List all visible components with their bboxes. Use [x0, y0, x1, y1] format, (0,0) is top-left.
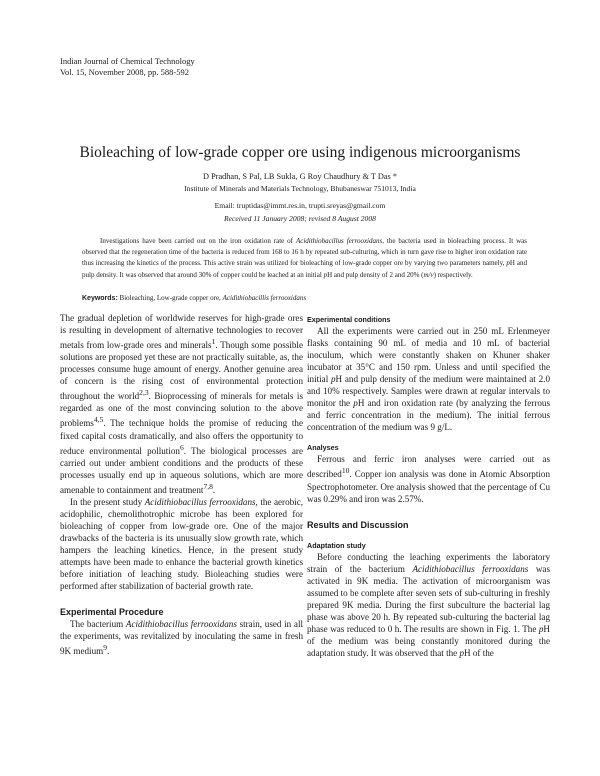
abstract-text: ) respectively.: [433, 270, 473, 279]
species-name: Acidithiobacillus ferrooxidans: [144, 496, 256, 507]
citation: 1: [211, 337, 216, 347]
body-text: Before conducting the leaching experiments the laboratory strain of the bacterium: [307, 551, 550, 574]
abstract-italic-p: p: [323, 270, 328, 279]
italic-p: p: [538, 623, 544, 634]
abstract-text: , the bacteria used in bioleaching process. It was observed that the regeneration time of the bacteria is reduced from 168 to 16 h by repeated sub-culturing, which in turn gave rise to higher iron oxidation rate thus increasing the kinetics of the process. This active strain was utilized for bioleaching of low-grade copper ore by varying two parameters namely,: [82, 237, 527, 268]
body-text: . The technique holds the promise of reducing the fixed capital costs dramatically, and also offers the opportunity to reduce environmental pollution: [60, 418, 303, 456]
citation: 2,3: [139, 388, 149, 398]
keywords-species: Acidithiobacillis ferrooxidans: [222, 294, 307, 302]
right-column: [307, 315, 550, 659]
body-text: H and iron oxidation rate (by analyzing the ferrous and ferric concentration in the medium). The initial ferrous concentration of the medium was 9 g/L.: [307, 398, 550, 433]
body-text: The gradual depletion of worldwide reserves for high-grade ores is resulting in development of alternative technologies to recover metals from low-grade ores and minerals: [60, 313, 303, 351]
abstract-species: Acidithiobacillus ferrooxidans: [295, 237, 383, 245]
paper-title: Bioleaching of low-grade copper ore using indigenous microorganisms: [79, 144, 521, 161]
body-text: In the present study: [70, 496, 145, 507]
abstract: [82, 236, 527, 281]
subheading-adaptation: Adaptation study: [307, 540, 366, 550]
body-text: . The biological processes are carried out under ambient conditions and the products of these processes usually end up in aqueous solutions, which are more amenable to containment and treatment: [60, 445, 303, 495]
citation: 4,5: [93, 415, 104, 425]
intro-paragraph-2: [60, 496, 303, 592]
keywords-label: Keywords:: [82, 295, 118, 302]
journal-header: [60, 56, 195, 77]
keywords-text: Bioleaching, Low-grade copper ore,: [117, 294, 223, 302]
citation: 7,8: [203, 481, 213, 491]
italic-p: p: [459, 648, 464, 659]
conditions-paragraph: [307, 325, 550, 433]
author-list: D Pradhan, S Pal, LB Sukla, G Roy Chaudhury & T Das *: [203, 172, 397, 181]
section-heading-results: Results and Discussion: [307, 519, 409, 530]
species-name: Acidithiobacillus ferrooxidans: [125, 619, 237, 630]
subheading-experimental-conditions: Experimental conditions: [307, 315, 391, 324]
section-heading-experimental: Experimental Procedure: [60, 607, 164, 618]
body-text: , the aerobic, acidophilic, chemolithotrophic microbe has been explored for bioleaching of copper from low-grade ore. One of the major drawbacks of the bacteria is its unusually slow growth rate, which hampers the leaching kinetics. Hence, in the present study attempts have been made to enhance the bacterial growth kinetics before initiation of leaching study. Bioleaching studies were performed after stabilization of bacterial growth rate.: [60, 496, 304, 592]
body-text: Ferrous and ferric iron analyses were carried out as described: [307, 454, 550, 480]
institute-affiliation: Institute of Minerals and Materials Technology, Bhubaneswar 751013, India: [184, 184, 416, 193]
intro-paragraph-1: [60, 312, 303, 496]
body-text: H and pulp density of the medium were maintained at 2.0 and 10% respectively. Samples were drawn at regular intervals to monitor the: [307, 374, 550, 409]
italic-p: p: [353, 398, 358, 409]
keywords: [82, 293, 527, 304]
citation: 6: [179, 442, 184, 452]
received-dates: Received 11 January 2008; revised 8 August 2008: [224, 214, 376, 223]
abstract-text: H and pulp density. It was observed that around 30% of copper could be leached at an initial: [82, 259, 527, 279]
journal-name: Indian Journal of Chemical Technology: [60, 56, 195, 66]
body-text: H of the: [464, 648, 494, 659]
journal-issue: Vol. 15, November 2008, pp. 588-592: [60, 66, 189, 77]
body-text: The bacterium: [70, 619, 126, 630]
species-name: Acidithiobacillus ferrooxidans: [412, 563, 529, 574]
abstract-italic-p: p: [506, 259, 510, 268]
adaptation-paragraph: [307, 551, 550, 659]
body-text: . Bioprocessing of minerals for metals is regarded as one of the most convincing solution to the above problems: [60, 391, 303, 429]
body-text: was activated in 9K media. The activation of microorganism was assumed to be complete after seven sets of sub-culturing in freshly prepared 9K media. During the first subculture the bacterial lag phase was above 20 h. By repeated sub-culturing the bacterial lag phase was reduced to 0 h. The results are shown in Fig. 1. The: [307, 563, 550, 634]
experimental-paragraph: [60, 618, 303, 657]
body-text: H of the medium was being constantly monitored during the adaptation study. It was observed that the: [307, 623, 550, 659]
body-text: All the experiments were carried out in 250 mL Erlenmeyer flasks containing 90 mL of media and 10 mL of bacterial inoculum, which were constantly shaken on Khuner shaker incubator at 35°C and 150 rpm. Unless and until specified the initial: [307, 326, 550, 385]
analyses-paragraph: [307, 453, 550, 504]
left-column: [60, 312, 303, 657]
abstract-text: Investigations have been carried out on the iron oxidation rate of: [100, 237, 296, 245]
body-text: .: [212, 484, 216, 495]
body-text: . Copper ion analysis was done in Atomic Absorption Spectrophotometer. Ore analysis showed that the percentage of Cu was 0.29% and iron was 2.57%.: [307, 469, 550, 504]
contact-email: Email: truptidas@immt.res.in, trupti.sreyas@gmail.com: [214, 201, 386, 210]
body-text: .: [107, 646, 110, 657]
abstract-text: H and pulp density of 2 and 20% (: [327, 270, 424, 279]
body-text: strain, used in all the experiments, was revitalized by inoculating the same in fresh 9K medium: [60, 619, 304, 657]
italic-p: p: [331, 374, 336, 385]
body-text: . Though some possible solutions are proposed yet these are not practically suitable, as, the processes consume huge amount of energy. Another genuine area of concern is the rising cost of environmental protection throughout the world: [60, 340, 303, 402]
citation: 9: [103, 643, 107, 653]
subheading-analyses: Analyses: [307, 443, 339, 453]
abstract-unit: m/v: [423, 270, 434, 279]
citation: 10: [341, 466, 350, 476]
